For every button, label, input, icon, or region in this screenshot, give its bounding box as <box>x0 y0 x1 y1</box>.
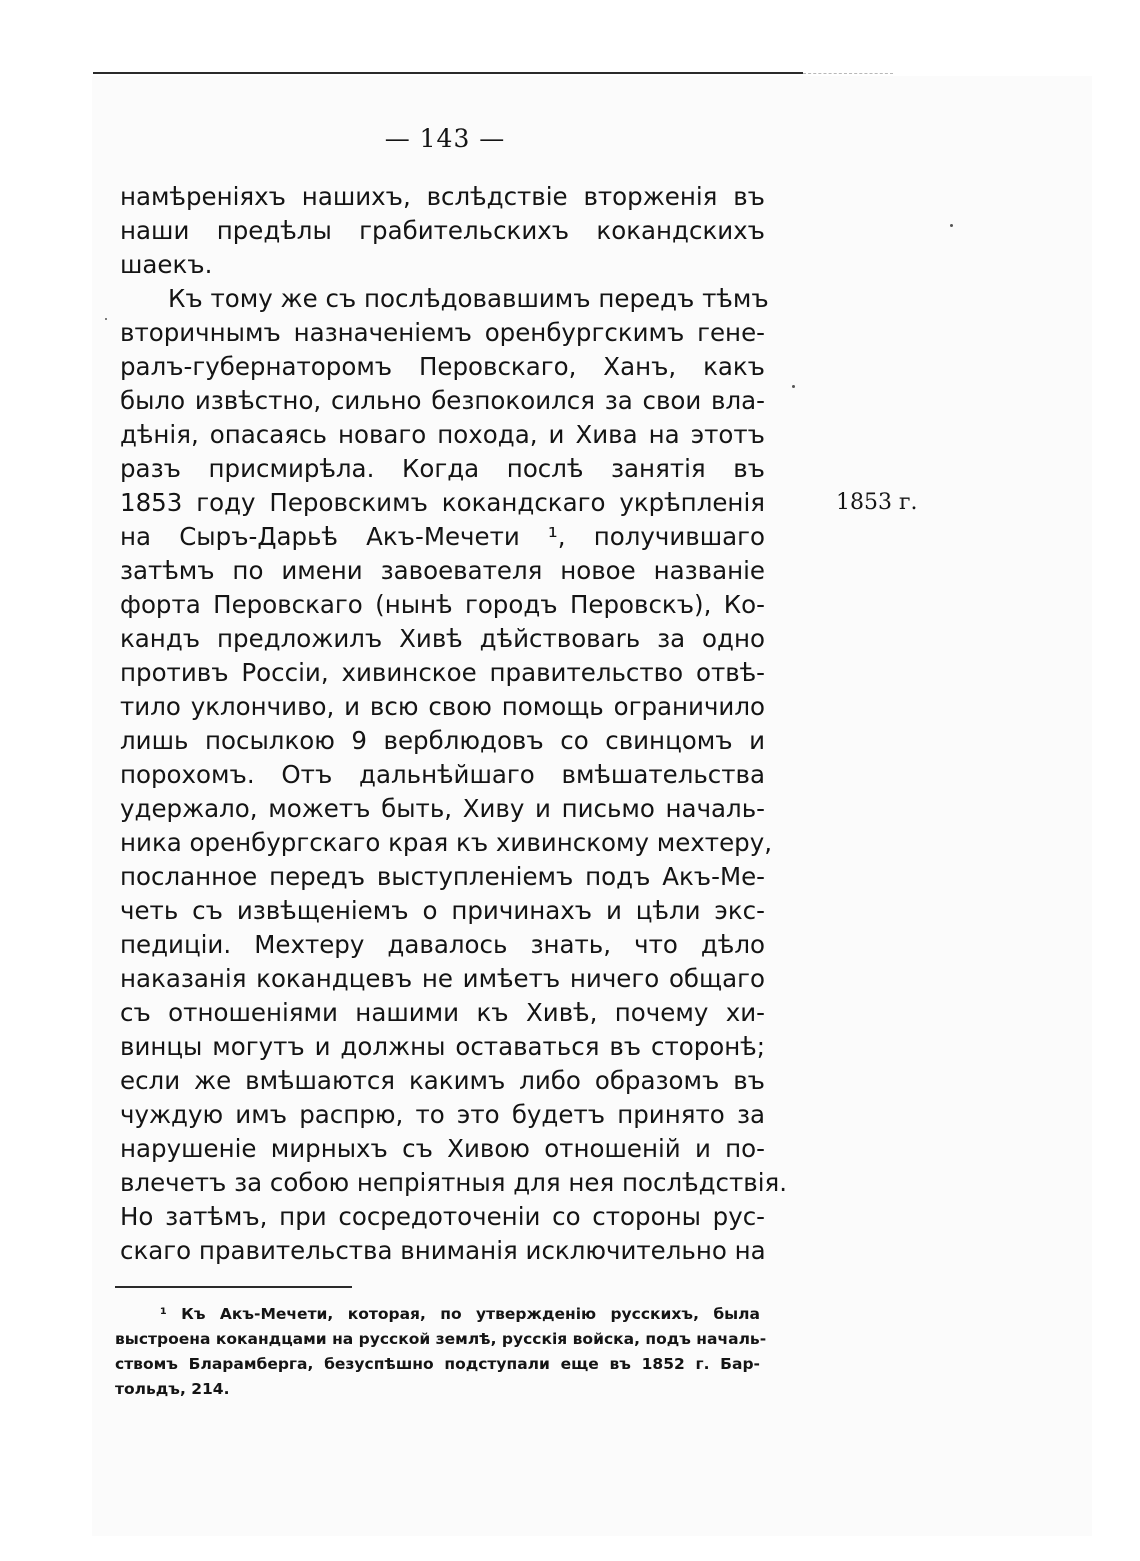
top-rule-faint <box>803 73 893 74</box>
text-line: форта Перовскаго (нынѣ городъ Перовскъ), Ко- <box>120 590 765 619</box>
text-line: Но затѣмъ, при сосредоточеніи со стороны рус- <box>120 1202 765 1231</box>
footnote-line: выстроена кокандцами на русской землѣ, русскія войска, подъ началь- <box>115 1330 767 1348</box>
scan-speck <box>792 385 795 388</box>
text-line: ралъ-губернаторомъ Перовскаго, Ханъ, какъ <box>120 352 765 381</box>
text-line: кандъ предложилъ Хивѣ дѣйствоваrь за одно <box>120 624 765 653</box>
text-line: удержало, можетъ быть, Хиву и письмо началь- <box>120 794 765 823</box>
text-line: ника оренбургскаго края къ хивинскому мехтеру, <box>120 828 772 857</box>
text-line: если же вмѣшаются какимъ либо образомъ въ <box>120 1066 765 1095</box>
margin-note-year: 1853 г. <box>836 490 918 515</box>
body-text <box>120 180 788 1268</box>
text-line: было извѣстно, сильно безпокоился за свои вла- <box>120 386 765 415</box>
footnote-rule <box>115 1286 352 1288</box>
text-line: вторичнымъ назначеніемъ оренбургскимъ гене- <box>120 318 765 347</box>
scan-speck <box>105 318 107 320</box>
text-line: наши предѣлы грабительскихъ кокандскихъ <box>120 216 765 245</box>
text-line: тило уклончиво, и всю свою помощь ограничило <box>120 692 765 721</box>
text-line: скаго правительства вниманія исключительно на <box>120 1236 766 1265</box>
text-line: шаекъ. <box>120 250 213 279</box>
text-line: чуждую имъ распрю, то это будетъ принято за <box>120 1100 765 1129</box>
text-line: влечетъ за собою непріятныя для нея послѣдствія. <box>120 1168 788 1197</box>
footnote-line: ¹ Къ Акъ-Мечети, которая, по утвержденію русскихъ, была <box>160 1305 760 1323</box>
page-number: — 143 — <box>384 124 506 153</box>
text-line: четь съ извѣщеніемъ о причинахъ и цѣли экс- <box>120 896 765 925</box>
text-line: педиціи. Мехтеру давалось знать, что дѣло <box>120 930 765 959</box>
text-line: дѣнія, опасаясь новаго похода, и Хива на этотъ <box>120 420 765 449</box>
text-line: винцы могутъ и должны оставаться въ сторонѣ; <box>120 1032 765 1061</box>
text-line: Къ тому же съ послѣдовавшимъ передъ тѣмъ <box>168 284 769 313</box>
text-line: наказанія кокандцевъ не имѣетъ ничего общаго <box>120 964 765 993</box>
text-line: затѣмъ по имени завоевателя новое названіе <box>120 556 765 585</box>
text-line: посланное передъ выступленіемъ подъ Акъ-Ме- <box>120 862 765 891</box>
text-line: на Сыръ-Дарьѣ Акъ-Мечети ¹, получившаго <box>120 522 765 551</box>
footnote-line: ствомъ Бларамберга, безуспѣшно подступали еще въ 1852 г. Бар- <box>115 1355 760 1373</box>
footnote-line: тольдъ, 214. <box>115 1380 230 1398</box>
footnotes <box>115 1302 767 1402</box>
top-rule <box>93 72 803 74</box>
text-line: разъ присмирѣла. Когда послѣ занятія въ <box>120 454 765 483</box>
text-line: противъ Россіи, хивинское правительство отвѣ- <box>120 658 765 687</box>
text-line: намѣреніяхъ нашихъ, вслѣдствіе вторженія въ <box>120 182 765 211</box>
text-line: лишь посылкою 9 верблюдовъ со свинцомъ и <box>120 726 765 755</box>
text-line: 1853 году Перовскимъ кокандскаго укрѣпленія <box>120 488 765 517</box>
text-line: нарушеніе мирныхъ съ Хивою отношеній и по- <box>120 1134 765 1163</box>
scan-speck <box>950 224 953 227</box>
text-line: порохомъ. Отъ дальнѣйшаго вмѣшательства <box>120 760 765 789</box>
text-line: съ отношеніями нашими къ Хивѣ, почему хи- <box>120 998 765 1027</box>
